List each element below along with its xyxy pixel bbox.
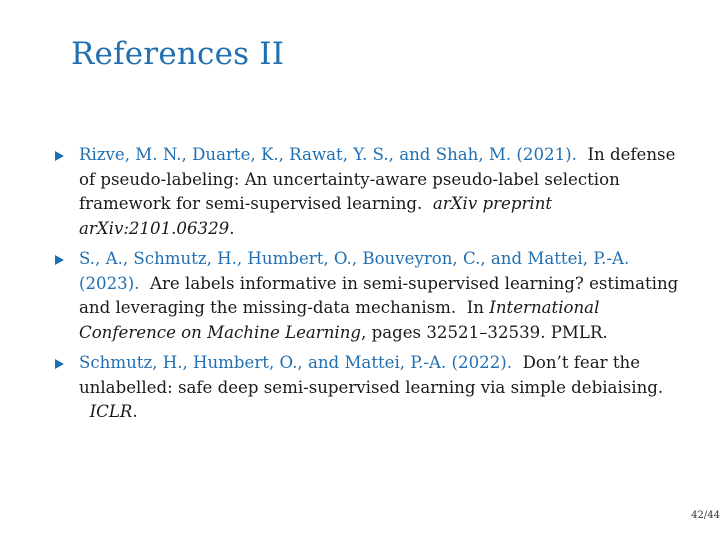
reference-venue: ICLR — [89, 402, 133, 421]
reference-venue: International Conference on Machine Learning — [79, 298, 600, 342]
reference-suffix: , pages 32521–32539. PMLR. — [361, 322, 608, 342]
reference-suffix: . — [132, 402, 138, 421]
reference-suffix: . — [229, 218, 235, 238]
reference-authors: Schmutz, H., Humbert, O., and Mattei, P.-A. (2022). — [79, 353, 513, 372]
page-number: 42/44 — [691, 510, 720, 521]
reference-item — [55, 247, 685, 345]
triangle-bullet-icon — [55, 359, 64, 369]
reference-title: Are labels informative in semi-supervised learning? estimating and leveraging the missing-data mechanism. — [79, 273, 679, 317]
reference-item — [55, 143, 685, 241]
reference-venue-prefix: In — [466, 298, 484, 317]
triangle-bullet-icon — [55, 151, 64, 161]
reference-venue: arXiv preprint arXiv:2101.06329 — [79, 194, 553, 238]
reference-item — [55, 351, 685, 425]
reference-title: Don’t fear the unlabelled: safe deep semi-supervised learning via simple debiaising. — [79, 353, 664, 397]
reference-authors: S., A., Schmutz, H., Humbert, O., Bouveyron, C., and Mattei, P.-A. (2023). — [79, 249, 630, 293]
slide-title: References II — [71, 36, 285, 72]
reference-title: In defense of pseudo-labeling: An uncertainty-aware pseudo-label selection framework for semi-supervised learning. — [79, 145, 676, 213]
reference-authors: Rizve, M. N., Duarte, K., Rawat, Y. S., and Shah, M. (2021). — [79, 145, 577, 164]
triangle-bullet-icon — [55, 255, 64, 265]
reference-list — [55, 143, 685, 431]
